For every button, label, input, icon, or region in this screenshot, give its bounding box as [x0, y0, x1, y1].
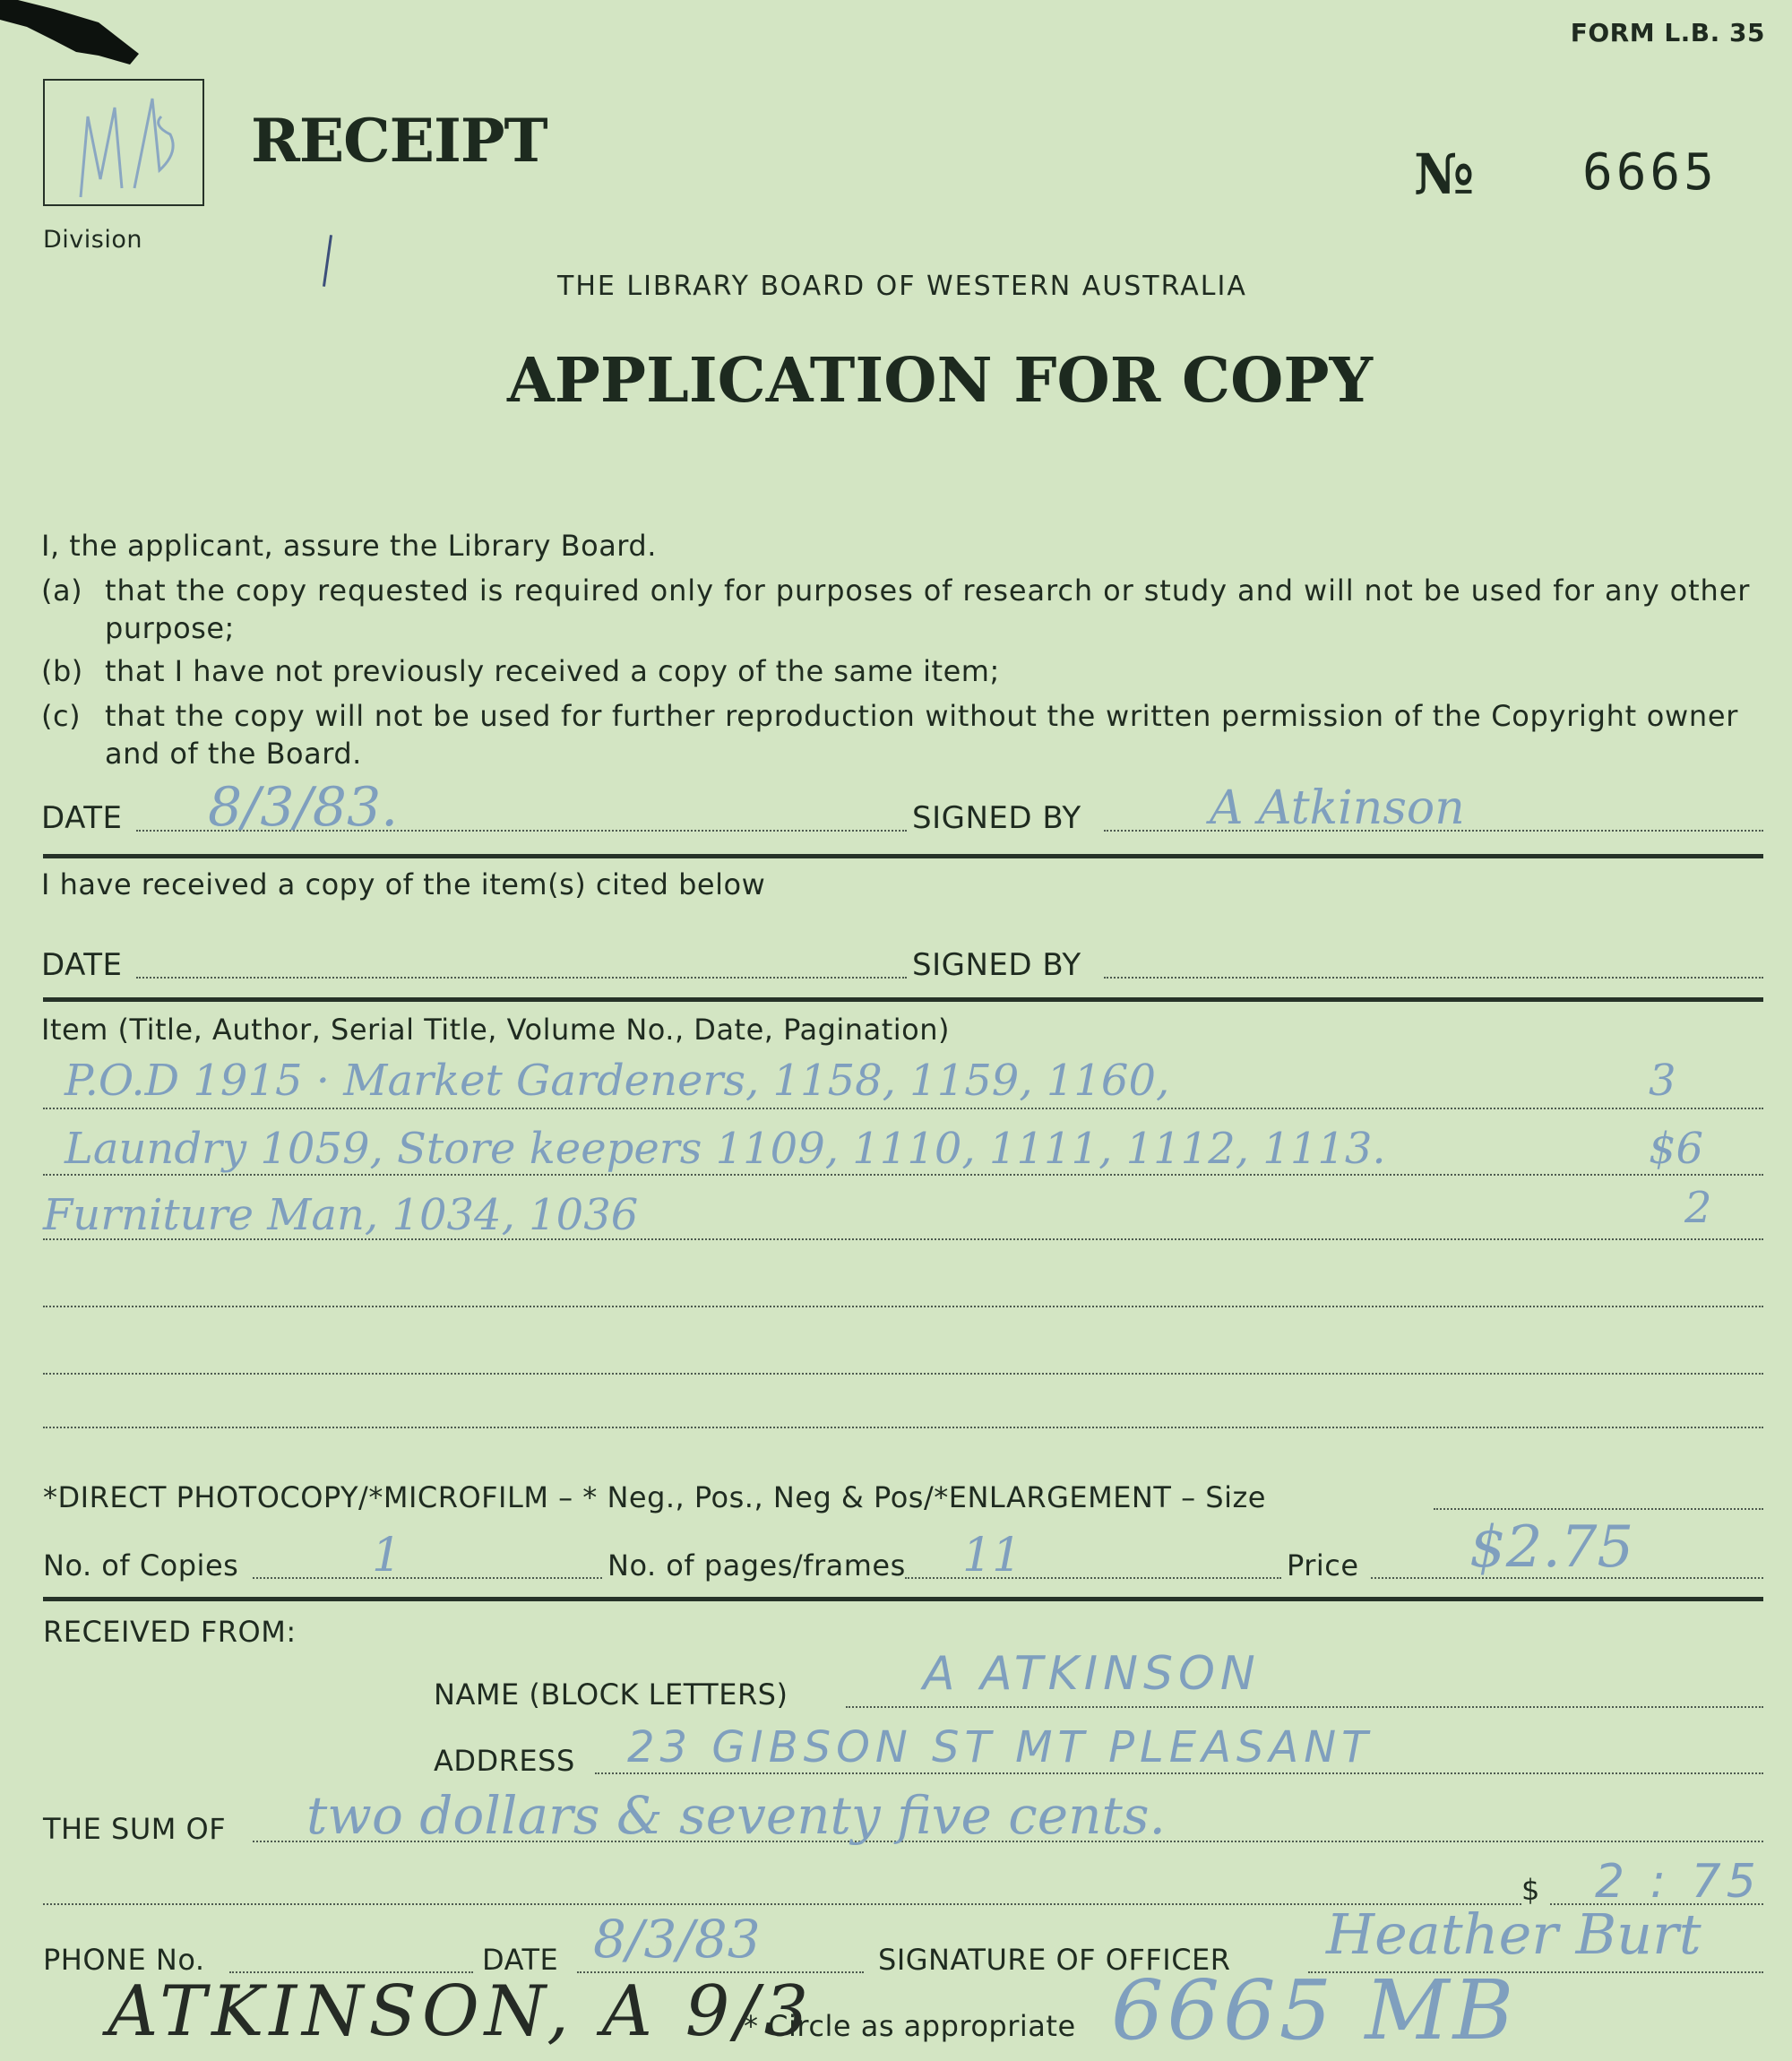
address-value[interactable]: 23 GIBSON ST MT PLEASANT [627, 1722, 1374, 1772]
item-line-4-rule[interactable] [43, 1306, 1763, 1307]
declaration-c-text-cont: and of the Board. [105, 737, 362, 771]
number-symbol: № [1414, 142, 1475, 207]
sum-line-2 [43, 1903, 1521, 1905]
declaration-a-text: that the copy requested is required only for purposes of research or study and will not be used for any other [105, 573, 1751, 608]
name-line [846, 1706, 1763, 1708]
item-line-1-rule [43, 1108, 1763, 1109]
item-line-2[interactable]: Laundry 1059, Store keepers 1109, 1110, 1111, 1112, 1113. [65, 1124, 1386, 1174]
divider-3 [43, 1597, 1763, 1601]
declaration-a-marker: (a) [41, 573, 83, 608]
footer-date-label: DATE [482, 1943, 559, 1977]
address-label: ADDRESS [434, 1744, 575, 1778]
application-signed-label: SIGNED BY [912, 800, 1081, 836]
division-label: Division [43, 226, 142, 254]
amount-dollar-sign: $ [1521, 1873, 1540, 1907]
copies-line [253, 1577, 602, 1579]
amount-value[interactable]: 2 : 75 [1595, 1855, 1762, 1909]
items-label: Item (Title, Author, Serial Title, Volume No., Date, Pagination) [41, 1013, 950, 1047]
item-line-5-rule[interactable] [43, 1373, 1763, 1375]
declaration-b-marker: (b) [41, 654, 83, 688]
declaration-b-text: that I have not previously received a copy of the same item; [105, 654, 1000, 688]
name-label: NAME (BLOCK LETTERS) [434, 1677, 788, 1712]
name-value[interactable]: A ATKINSON [923, 1647, 1261, 1701]
handwritten-applicant-name: ATKINSON, A 9/3 [108, 1971, 814, 2052]
pages-label: No. of pages/frames [607, 1548, 906, 1582]
copy-type-options[interactable]: *DIRECT PHOTOCOPY/*MICROFILM – * Neg., Pos., Neg & Pos/*ENLARGEMENT – Size [43, 1480, 1266, 1514]
received-from-label: RECEIVED FROM: [43, 1615, 297, 1649]
item-line-3[interactable]: Furniture Man, 1034, 1036 [43, 1190, 639, 1240]
divider-1 [43, 854, 1763, 858]
sum-label: THE SUM OF [43, 1812, 227, 1846]
officer-signature[interactable]: Heather Burt [1326, 1901, 1702, 1967]
torn-corner-mark [0, 0, 148, 72]
item-line-1-qty[interactable]: 3 [1649, 1056, 1676, 1106]
handwritten-reference: 6665 MB [1111, 1962, 1518, 2058]
ack-date-line[interactable] [136, 977, 907, 979]
item-line-6-rule[interactable] [43, 1427, 1763, 1428]
sum-value[interactable]: two dollars & seventy five cents. [306, 1785, 1166, 1846]
receipt-ack-text: I have received a copy of the item(s) cited below [41, 867, 766, 901]
division-initials-scribble [45, 81, 202, 204]
form-title: APPLICATION FOR COPY [507, 345, 1374, 417]
declaration-c-text: that the copy will not be used for further reproduction without the written permission of the Copyright owner [105, 699, 1739, 733]
item-line-2-qty[interactable]: $6 [1649, 1124, 1704, 1174]
officer-signature-label: SIGNATURE OF OFFICER [878, 1943, 1231, 1977]
item-line-3-qty[interactable]: 2 [1684, 1183, 1712, 1233]
application-date-label: DATE [41, 800, 123, 836]
copies-label: No. of Copies [43, 1548, 239, 1582]
ack-signed-line[interactable] [1104, 977, 1763, 979]
phone-label: PHONE No. [43, 1943, 205, 1977]
ack-date-label: DATE [41, 947, 123, 983]
item-line-3-rule [43, 1238, 1763, 1240]
receipt-number: 6665 [1582, 143, 1718, 202]
receipt-heading: RECEIPT [251, 106, 547, 176]
organisation-name: THE LIBRARY BOARD OF WESTERN AUSTRALIA [557, 271, 1247, 302]
pages-line [905, 1577, 1281, 1579]
pen-mark [323, 235, 332, 287]
address-line [595, 1772, 1763, 1774]
footer-date-value[interactable]: 8/3/83 [593, 1909, 761, 1970]
form-number: FORM L.B. 35 [1570, 18, 1765, 47]
declaration-c-marker: (c) [41, 699, 82, 733]
price-value[interactable]: $2.75 [1469, 1514, 1634, 1581]
item-line-1[interactable]: P.O.D 1915 · Market Gardeners, 1158, 1159, 1160, [65, 1056, 1170, 1106]
item-line-2-rule [43, 1174, 1763, 1176]
size-line[interactable] [1434, 1508, 1763, 1510]
footnote: * Circle as appropriate [744, 2009, 1076, 2043]
copies-value[interactable]: 1 [372, 1529, 402, 1582]
pages-value[interactable]: 11 [962, 1529, 1022, 1582]
ack-signed-label: SIGNED BY [912, 947, 1081, 983]
declaration-a-text-cont: purpose; [105, 611, 235, 645]
divider-2 [43, 997, 1763, 1002]
price-label: Price [1287, 1548, 1359, 1582]
declaration-intro: I, the applicant, assure the Library Board. [41, 529, 657, 563]
application-signature[interactable]: A Atkinson [1210, 781, 1465, 835]
application-date-value[interactable]: 8/3/83. [208, 776, 399, 839]
division-box [43, 79, 204, 206]
